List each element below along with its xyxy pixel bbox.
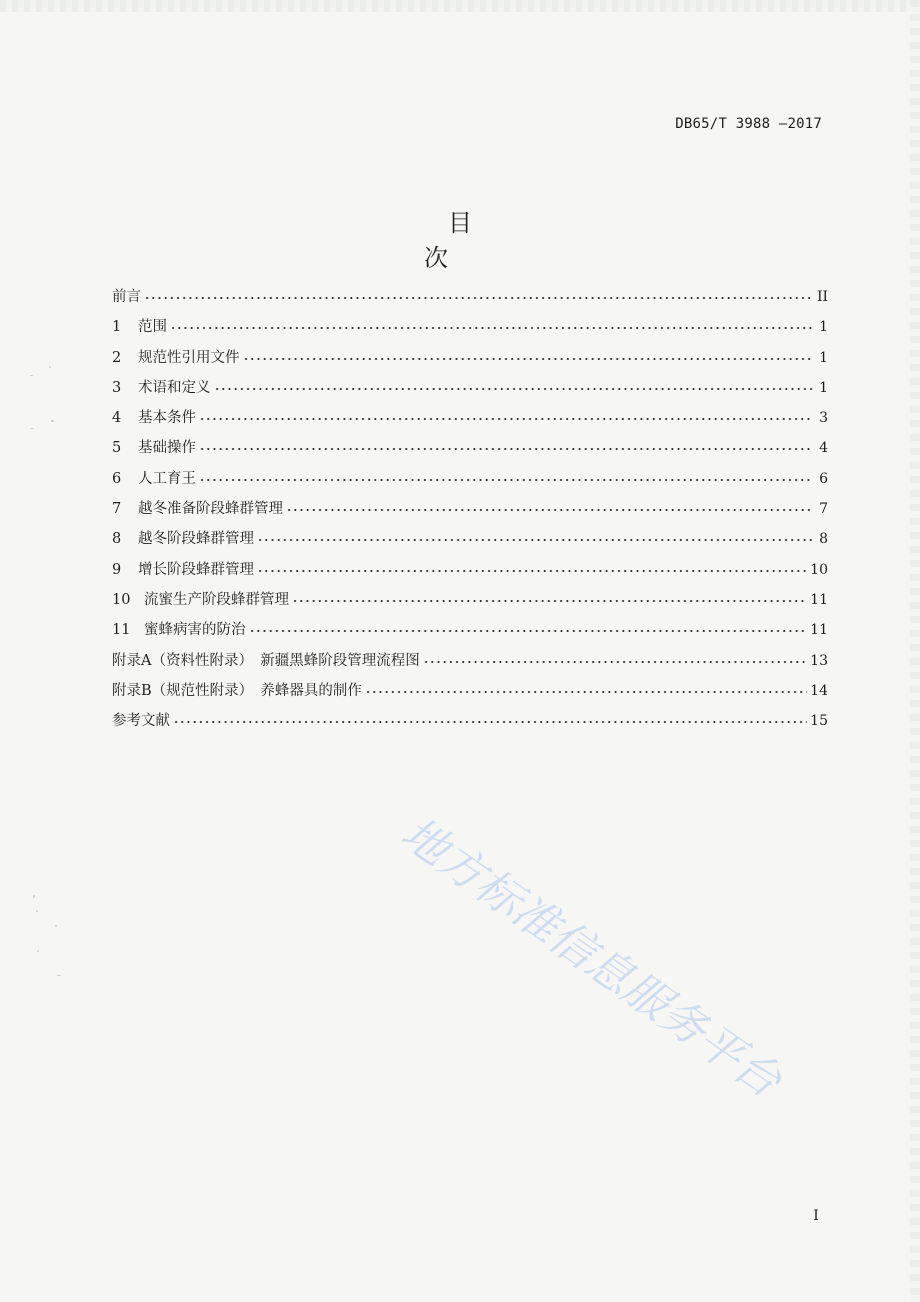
toc-entry-label	[112, 436, 196, 457]
toc-entry-title: 流蜜生产阶段蜂群管理	[144, 591, 289, 608]
toc-entry-title: 增长阶段蜂群管理	[138, 561, 254, 578]
toc-leader-dots	[170, 317, 813, 331]
standard-code: DB65/T 3988 —2017	[675, 116, 822, 132]
toc-entry-label	[112, 346, 240, 367]
toc-entry-number: 6	[112, 470, 122, 487]
toc-entry-title: 人工育王	[138, 470, 196, 487]
toc-entry[interactable]	[112, 679, 828, 709]
table-of-contents	[112, 285, 828, 739]
toc-leader-dots	[243, 348, 814, 362]
toc-entry[interactable]	[112, 618, 828, 648]
scan-speck	[55, 925, 57, 927]
toc-entry-label	[112, 588, 289, 609]
toc-entry-page: 8	[819, 531, 828, 548]
toc-entry[interactable]	[112, 315, 828, 345]
toc-entry[interactable]	[112, 285, 828, 315]
toc-entry-page: 3	[819, 410, 828, 427]
toc-entry-label	[112, 558, 254, 579]
page-title: 目次	[424, 209, 520, 272]
toc-entry[interactable]	[112, 588, 828, 618]
toc-leader-dots	[257, 560, 807, 574]
toc-entry-number: 8	[112, 531, 122, 548]
toc-entry-title: 基本条件	[138, 410, 196, 427]
toc-leader-dots	[249, 620, 808, 634]
toc-leader-dots	[199, 438, 813, 452]
scan-speck	[30, 428, 34, 429]
toc-entry-page: 1	[819, 349, 828, 366]
toc-entry-label	[112, 709, 170, 730]
toc-entry[interactable]	[112, 436, 828, 466]
toc-entry-page: 10	[810, 561, 828, 578]
toc-entry-title: 术语和定义	[138, 379, 211, 396]
scan-speck	[51, 420, 54, 422]
toc-entry-number: 4	[112, 410, 122, 427]
toc-entry[interactable]	[112, 346, 828, 376]
toc-entry-label	[112, 406, 196, 427]
toc-entry-label	[112, 618, 246, 639]
toc-entry[interactable]	[112, 709, 828, 739]
toc-leader-dots	[257, 529, 813, 543]
toc-entry-number: 7	[112, 501, 122, 518]
toc-entry-number: 5	[112, 440, 122, 457]
page-number: I	[813, 1208, 819, 1224]
scan-right-edge	[910, 0, 920, 1302]
toc-entry-title: 规范性引用文件	[138, 349, 240, 366]
toc-entry-page: 6	[819, 470, 828, 487]
toc-leader-dots	[173, 711, 807, 725]
toc-entry-page: 7	[819, 501, 828, 518]
toc-entry-label	[112, 527, 254, 548]
scan-speck	[57, 975, 61, 976]
scan-top-edge	[0, 0, 920, 12]
watermark: 地方标准信息服务平台	[391, 806, 791, 1108]
toc-entry[interactable]	[112, 406, 828, 436]
toc-entry-title: 越冬准备阶段蜂群管理	[138, 501, 283, 518]
toc-leader-dots	[144, 287, 813, 301]
toc-entry-title: 前言	[112, 289, 141, 305]
toc-entry-page: 4	[819, 440, 828, 457]
toc-entry-page: 1	[819, 379, 828, 396]
toc-leader-dots	[286, 499, 813, 513]
toc-entry[interactable]	[112, 376, 828, 406]
scan-speck	[36, 910, 38, 912]
toc-entry[interactable]	[112, 649, 828, 679]
toc-entry-number: 10	[112, 591, 131, 608]
toc-entry-label	[112, 376, 211, 397]
toc-entry-label	[112, 497, 283, 518]
scan-speck	[33, 895, 35, 898]
scan-speck	[37, 950, 39, 952]
toc-entry-title: 基础操作	[138, 440, 196, 457]
toc-leader-dots	[365, 681, 807, 695]
toc-entry-page: 13	[810, 652, 828, 669]
toc-entry-label	[112, 649, 420, 670]
toc-entry-number: 1	[112, 319, 122, 336]
toc-entry-number: 11	[112, 622, 131, 639]
toc-entry-page: 14	[810, 682, 828, 699]
toc-entry-page: 11	[810, 622, 828, 639]
toc-entry-label	[112, 285, 141, 306]
toc-entry[interactable]	[112, 527, 828, 557]
toc-leader-dots	[214, 378, 814, 392]
toc-entry[interactable]	[112, 497, 828, 527]
toc-entry[interactable]	[112, 558, 828, 588]
toc-leader-dots	[199, 408, 813, 422]
toc-entry-title: 越冬阶段蜂群管理	[138, 531, 254, 548]
toc-entry-number: 9	[112, 561, 122, 578]
toc-entry-label	[112, 467, 196, 488]
toc-entry-number: 3	[112, 379, 122, 396]
toc-entry-label	[112, 679, 362, 700]
toc-leader-dots	[199, 469, 813, 483]
toc-entry-number: 2	[112, 349, 122, 366]
toc-entry-page: II	[816, 289, 828, 305]
toc-entry-page: 15	[810, 713, 828, 730]
toc-leader-dots	[292, 590, 807, 604]
toc-entry-title: 范围	[138, 319, 167, 336]
toc-entry[interactable]	[112, 467, 828, 497]
toc-entry-page: 11	[810, 591, 828, 608]
toc-leader-dots	[423, 651, 807, 665]
toc-entry-title: 附录B（规范性附录） 养蜂器具的制作	[112, 682, 362, 699]
toc-entry-label	[112, 315, 167, 336]
scan-speck	[30, 375, 33, 376]
scan-speck	[49, 366, 51, 368]
toc-entry-title: 参考文献	[112, 713, 170, 730]
toc-entry-title: 附录A（资料性附录） 新疆黑蜂阶段管理流程图	[112, 652, 420, 669]
toc-entry-title: 蜜蜂病害的防治	[144, 622, 246, 639]
toc-entry-page: 1	[819, 319, 828, 336]
